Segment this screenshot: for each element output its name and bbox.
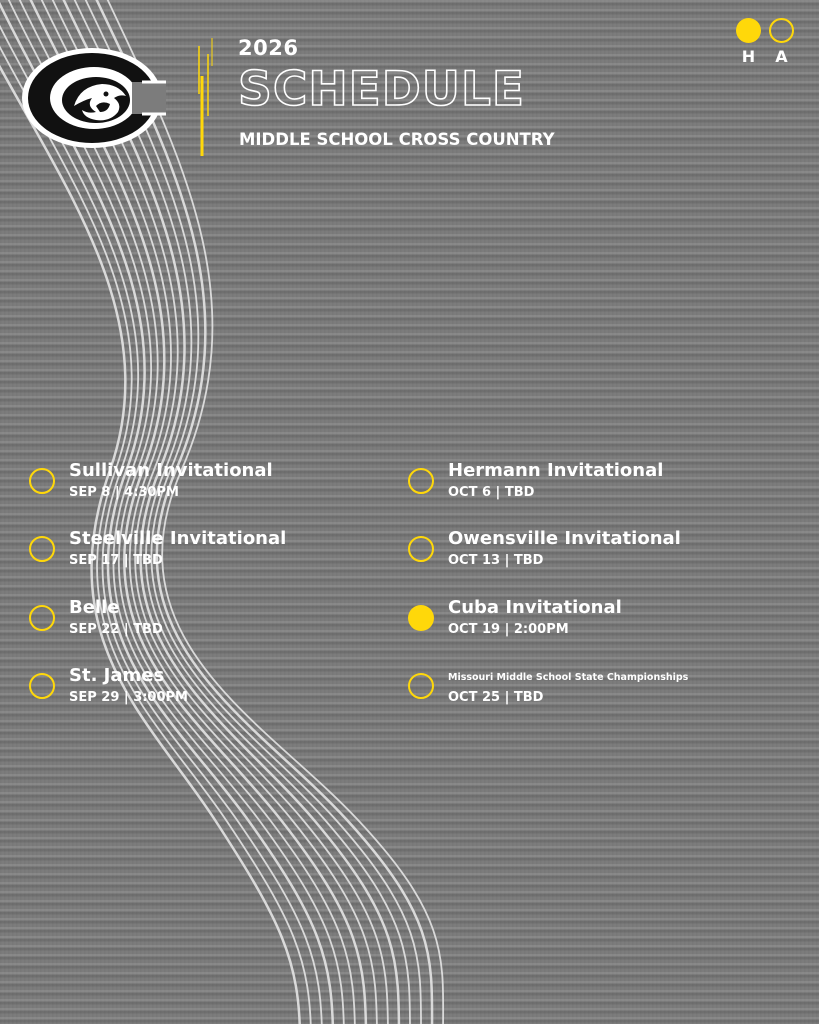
event-name: Belle [69,597,120,618]
schedule-event [408,665,768,725]
schedule-event [408,460,768,520]
event-name: Steelville Invitational [69,528,287,549]
away-marker-icon [29,673,55,699]
away-legend-label: A [775,47,788,66]
event-name: Owensville Invitational [448,528,681,549]
accent-lines [194,36,218,160]
page-subtitle: MIDDLE SCHOOL CROSS COUNTRY [239,130,555,149]
schedule-event [408,528,768,588]
away-marker-icon [408,673,434,699]
season-year: 2026 [238,36,299,60]
schedule-event [29,460,389,520]
home-dot-icon [736,18,761,43]
schedule-event [29,528,389,588]
event-name: Hermann Invitational [448,460,664,481]
schedule-event [29,597,389,657]
home-away-legend [734,18,798,68]
event-name: St. James [69,665,165,686]
event-date: SEP 22 | TBD [69,622,163,637]
away-marker-icon [29,605,55,631]
event-date: OCT 13 | TBD [448,553,544,568]
event-name: Missouri Middle School State Championships [448,672,689,683]
away-ring-icon [769,18,794,43]
schedule-event [29,665,389,725]
schedule-event [408,597,768,657]
away-marker-icon [408,468,434,494]
event-date: SEP 17 | TBD [69,553,163,568]
away-marker-icon [29,468,55,494]
away-marker-icon [408,536,434,562]
team-logo [22,46,166,150]
page-title: SCHEDULE [238,62,526,117]
event-date: OCT 6 | TBD [448,485,535,500]
event-name: Cuba Invitational [448,597,622,618]
away-marker-icon [29,536,55,562]
home-marker-icon [408,605,434,631]
event-date: OCT 25 | TBD [448,690,544,705]
event-date: OCT 19 | 2:00PM [448,622,569,637]
event-name: Sullivan Invitational [69,460,273,481]
event-date: SEP 29 | 3:00PM [69,690,188,705]
home-legend-label: H [741,47,756,66]
event-date: SEP 8 | 4:30PM [69,485,179,500]
